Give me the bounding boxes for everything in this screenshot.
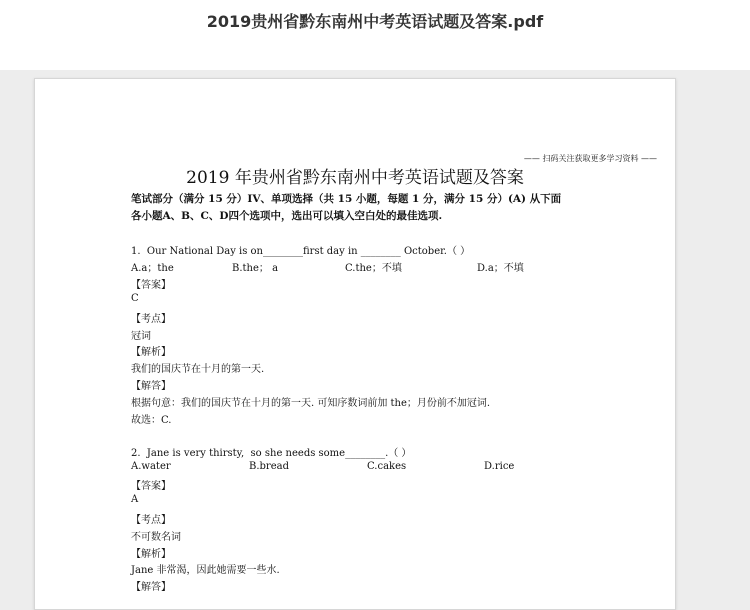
q2-point: 不可数名词 <box>131 532 181 543</box>
q2-point-label: 【考点】 <box>131 515 171 526</box>
pdf-page <box>34 78 676 610</box>
intro-line-2: 各小题A、B、C、D四个选项中，选出可以填入空白处的最佳选项. <box>131 210 443 222</box>
question-2-text: 2. Jane is very thirsty, so she needs some________.（ ） <box>131 448 412 459</box>
viewer-header <box>0 0 750 70</box>
watermark-text: —— 扫码关注获取更多学习资料 —— <box>523 154 657 163</box>
q1-option-a: A.a；the <box>131 263 174 274</box>
q2-option-c: C.cakes <box>367 461 407 472</box>
q1-conclusion: 故选：C. <box>131 415 172 426</box>
intro-line-1: 笔试部分（满分 15 分）IV、单项选择（共 15 小题，每题 1 分，满分 15 分）(A) 从下面 <box>131 193 562 205</box>
q1-point: 冠词 <box>131 331 151 342</box>
q1-analysis: 我们的国庆节在十月的第一天. <box>131 364 265 375</box>
file-title: 2019贵州省黔东南州中考英语试题及答案.pdf <box>206 12 544 31</box>
q1-answer-label: 【答案】 <box>131 280 171 291</box>
q1-option-b: B.the； a <box>232 263 279 274</box>
q1-solution: 根据句意：我们的国庆节在十月的第一天. 可知序数词前加 the；月份前不加冠词. <box>131 398 491 409</box>
question-1-text: 1. Our National Day is on________first day in ________ October.（ ） <box>131 246 471 257</box>
document-title: 2019 年贵州省黔东南州中考英语试题及答案 <box>186 168 524 188</box>
q2-solution-label: 【解答】 <box>131 582 171 593</box>
q2-answer: A <box>131 494 139 505</box>
section-intro <box>131 191 601 225</box>
q2-answer-label: 【答案】 <box>131 481 171 492</box>
q2-analysis-label: 【解析】 <box>131 549 171 560</box>
q1-point-label: 【考点】 <box>131 314 171 325</box>
q2-option-b: B.bread <box>249 461 289 472</box>
q1-option-d: D.a；不填 <box>477 263 524 274</box>
q1-solution-label: 【解答】 <box>131 381 171 392</box>
q1-option-c: C.the；不填 <box>345 263 402 274</box>
q2-option-a: A.water <box>131 461 171 472</box>
q2-option-d: D.rice <box>484 461 515 472</box>
q1-analysis-label: 【解析】 <box>131 347 171 358</box>
q2-analysis: Jane 非常渴，因此她需要一些水. <box>131 565 280 576</box>
q1-answer: C <box>131 293 139 304</box>
